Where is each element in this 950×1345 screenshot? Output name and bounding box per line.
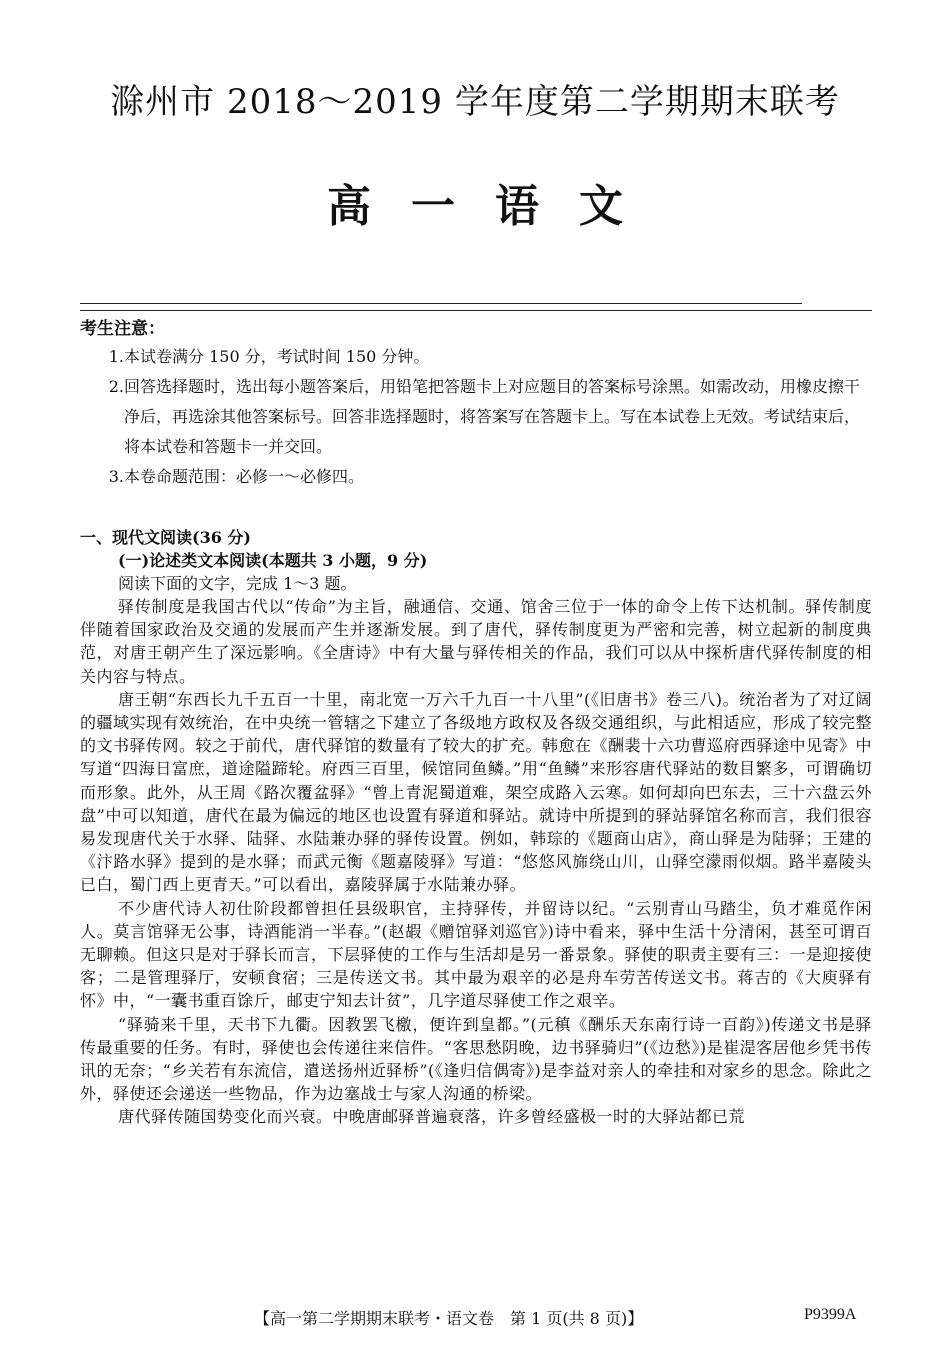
notice-heading: 考生注意： — [80, 319, 165, 339]
header-rule-bottom — [80, 310, 872, 311]
subject-title: 高一语文 — [327, 181, 663, 232]
notice-list — [80, 342, 870, 492]
notice-item-text: 本卷命题范围：必修一～必修四。 — [124, 467, 365, 486]
notice-item-text: 回答选择题时，选出每小题答案后，用铅笔把答题卡上对应题目的答案标号涂黑。如需改动，用橡皮擦干净后，再选涂其他答案标号。回答非选择题时，将答案写在答题卡上。写在本试卷上无效。考试结束后，将本试卷和答题卡一并交回。 — [124, 377, 861, 456]
passage-paragraph: “驿骑来千里，天书下九衢。因教罢飞檄，便许到皇都。”(元稹《酬乐天东南行诗一百韵》)传递文书是驿传最重要的任务。有时，驿使也会传递往来信件。“客思愁阴晚，边书驿骑归”(《边愁》)是崔湜客居他乡凭书传讯的无奈；“乡关若有东流信，遣送扬州近驿桥”(《逢归信偶寄》)是李益对亲人的牵挂和对家乡的思念。除此之外，驿使还会递送一些物品，作为边塞战士与家人沟通的桥梁。 — [80, 1014, 872, 1104]
exam-title: 滁州市 2018～2019 学年度第二学期期末联考 — [110, 82, 840, 122]
passage-paragraph: 唐代驿传随国势变化而兴衰。中晚唐邮驿普遍衰落，许多曾经盛极一时的大驿站都已荒 — [118, 1107, 746, 1127]
reading-instruction: 阅读下面的文字，完成 1～3 题。 — [118, 574, 357, 593]
notice-block — [80, 316, 870, 492]
passage-paragraph: 不少唐代诗人初仕阶段都曾担任县级职官，主持驿传，并留诗以纪。“云别青山马踏尘，负才难觅作闲人。莫言馆驿无公事，诗酒能消一半春。”(赵嘏《赠馆驿刘巡官》)诗中看来，驿中生活十分清闲，甚至可谓百无聊赖。但这只是对于驿长而言，下层驿使的工作与生活却是另一番景象。驿使的职责主要有三：一是迎接使客；二是管理驿厅，安顿食宿；三是传送文书。其中最为艰辛的必是舟车劳苦传送文书。蒋吉的《大庾驿有怀》中，“一囊书重百馀斤，邮吏宁知去计贫”，几字道尽驿使工作之艰辛。 — [80, 898, 873, 1011]
section-heading: 一、现代文阅读(36 分) — [80, 528, 251, 547]
notice-item-number: 2. — [108, 377, 124, 396]
notice-item — [80, 462, 870, 492]
footer-paper-code: P9399A — [804, 1306, 857, 1323]
footer-page-info: 【高一第二学期期末联考・语文卷 第 1 页(共 8 页)】 — [254, 1309, 644, 1328]
notice-item-number: 1. — [108, 347, 124, 366]
subsection-heading: (一)论述类文本阅读(本题共 3 小题，9 分) — [118, 551, 428, 570]
passage-body — [80, 595, 872, 1129]
notice-item-text: 本试卷满分 150 分，考试时间 150 分钟。 — [124, 347, 430, 366]
notice-item — [80, 342, 870, 372]
passage-paragraph: 驿传制度是我国古代以“传命”为主旨，融通信、交通、馆舍三位于一体的命令上传下达机制。驿传制度伴随着国家政治及交通的发展而产生并逐渐发展。到了唐代，驿传制度更为严密和完善，树立起新的制度典范，对唐王朝产生了深远影响。《全唐诗》中有大量与驿传相关的作品，我们可以从中探析唐代驿传制度的相关内容与特点。 — [80, 597, 872, 686]
header-rule-top — [80, 303, 802, 304]
notice-item-number: 3. — [108, 467, 124, 486]
notice-item — [80, 372, 870, 462]
passage-paragraph: 唐王朝“东西长九千五百一十里，南北宽一万六千九百一十八里”(《旧唐书》卷三八)。统治者为了对辽阔的疆域实现有效统治，在中央统一管辖之下建立了各级地方政权及各级交通组织，与此相适应，形成了较完整的文书驿传网。较之于前代，唐代驿馆的数量有了较大的扩充。韩愈在《酬裴十六功曹巡府西驿途中见寄》中写道“四海日富庶，道途隘蹄轮。府西三百里，候馆同鱼鳞。”用“鱼鳞”来形容唐代驿站的数目繁多，可谓确切而形象。此外，从王周《路次覆盆驿》“曾上青泥蜀道难，架空成路入云寒。如何却向巴东去，三十六盘云外盘”中可以知道，唐代在最为偏远的地区也设置有驿道和驿站。就诗中所提到的驿站驿馆名称而言，我们很容易发现唐代关于水驿、陆驿、水陆兼办驿的驿传设置。例如，韩琮的《题商山店》，商山驿是为陆驿；王建的《汴路水驿》提到的是水驿；而武元衡《题嘉陵驿》写道：“悠悠风旆绕山川，山驿空濛雨似烟。路半嘉陵头已白，蜀门西上更青天。”可以看出，嘉陵驿属于水陆兼办驿。 — [80, 689, 873, 895]
reading-section — [80, 526, 872, 1129]
